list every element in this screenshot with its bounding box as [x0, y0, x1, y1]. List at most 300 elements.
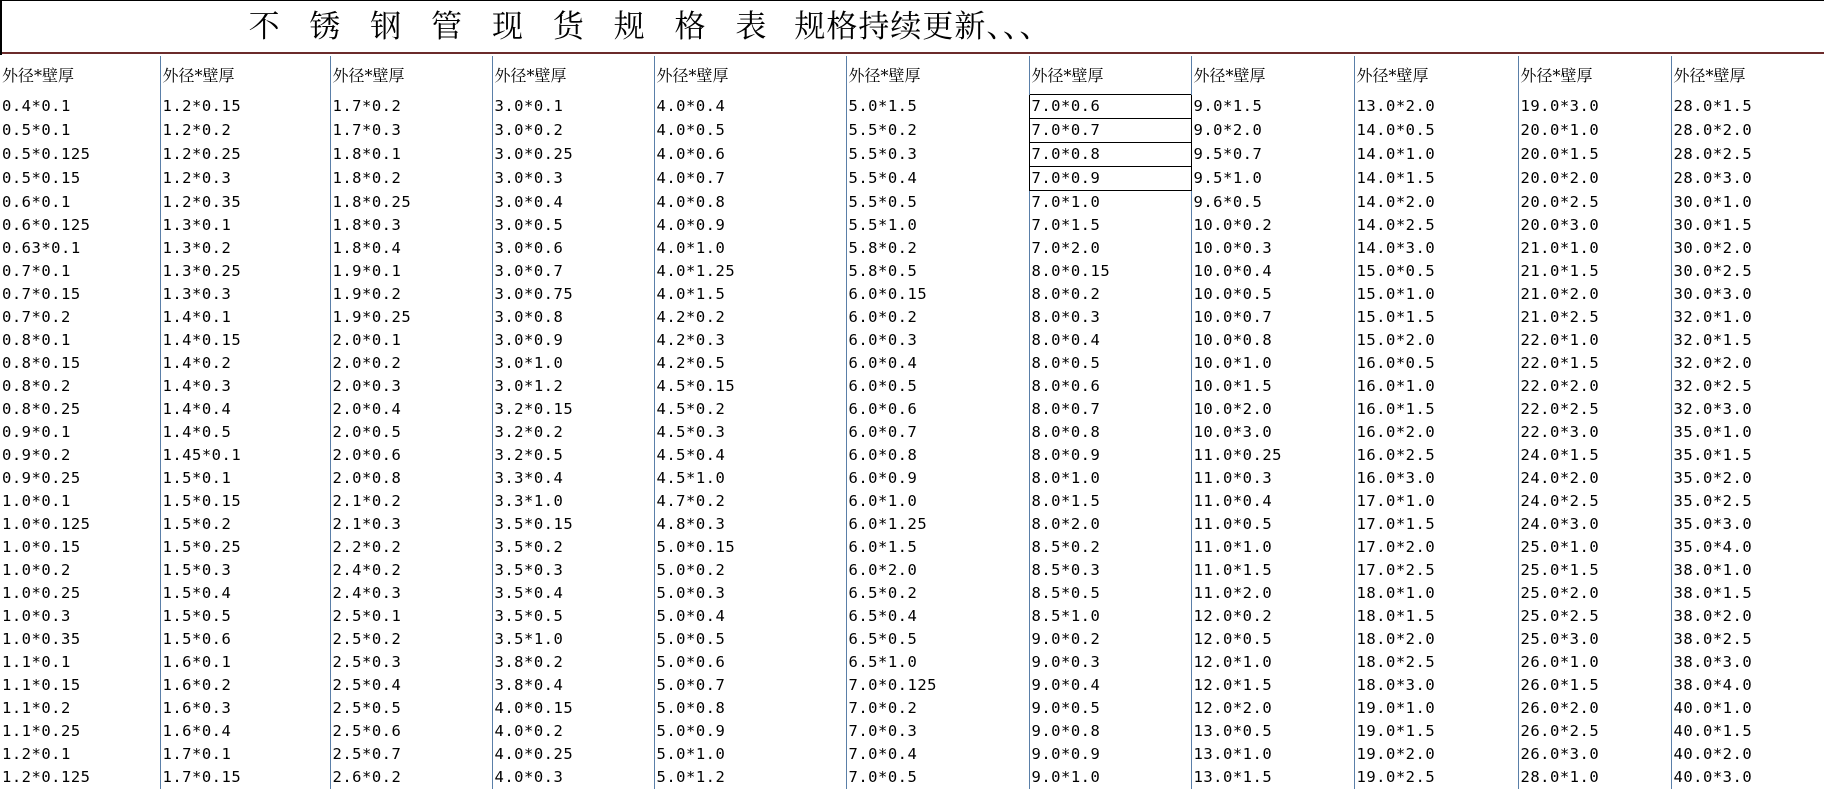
table-row	[0, 674, 1824, 697]
spec-cell: 5.0*0.8	[654, 697, 846, 720]
spec-cell: 3.0*1.0	[492, 352, 654, 375]
spec-cell: 4.0*0.5	[654, 119, 846, 143]
spec-cell: 21.0*2.0	[1518, 283, 1671, 306]
spec-cell: 6.0*0.8	[846, 444, 1029, 467]
spec-cell: 21.0*2.5	[1518, 306, 1671, 329]
spec-cell: 15.0*2.0	[1354, 329, 1518, 352]
spec-cell: 1.8*0.1	[330, 143, 492, 167]
spec-cell: 7.0*0.8	[1029, 143, 1191, 167]
table-row	[0, 283, 1824, 306]
spec-cell: 1.1*0.2	[2, 699, 71, 717]
spec-cell: 16.0*0.5	[1354, 352, 1518, 375]
spec-cell: 14.0*3.0	[1354, 237, 1518, 260]
spec-cell: 7.0*0.4	[846, 743, 1029, 766]
spec-cell: 3.2*0.5	[492, 444, 654, 467]
spec-cell: 1.6*0.1	[160, 651, 330, 674]
spec-cell: 3.0*0.2	[492, 119, 654, 143]
spec-cell: 5.5*0.2	[846, 119, 1029, 143]
spec-cell: 9.0*0.3	[1029, 651, 1191, 674]
spec-cell: 11.0*0.25	[1191, 444, 1354, 467]
spec-cell: 26.0*3.0	[1518, 743, 1671, 766]
column-header: 外径*壁厚	[1191, 56, 1354, 95]
spec-cell: 1.5*0.1	[160, 467, 330, 490]
spec-cell: 1.6*0.3	[160, 697, 330, 720]
spec-cell: 0.8*0.2	[2, 377, 71, 395]
spec-cell: 7.0*0.9	[1029, 167, 1191, 191]
spec-cell: 25.0*3.0	[1518, 628, 1671, 651]
spec-cell: 0.4*0.1	[2, 97, 71, 115]
spec-cell: 4.0*1.0	[654, 237, 846, 260]
spec-cell: 25.0*1.5	[1518, 559, 1671, 582]
spec-cell: 4.0*1.5	[654, 283, 846, 306]
title-bar	[0, 0, 1824, 54]
spec-cell: 0.7*0.1	[2, 262, 71, 280]
spec-cell: 6.5*1.0	[846, 651, 1029, 674]
spec-cell: 3.0*0.3	[492, 167, 654, 191]
spec-cell: 6.0*0.2	[846, 306, 1029, 329]
spec-cell: 4.2*0.5	[654, 352, 846, 375]
spec-cell: 2.0*0.4	[330, 398, 492, 421]
spec-cell: 4.7*0.2	[654, 490, 846, 513]
spec-cell: 4.0*0.9	[654, 214, 846, 237]
spec-cell: 28.0*1.0	[1518, 766, 1671, 789]
spec-cell: 32.0*1.0	[1671, 306, 1824, 329]
spec-cell: 38.0*2.0	[1671, 605, 1824, 628]
spec-cell: 0.8*0.1	[2, 331, 71, 349]
column-header: 外径*壁厚	[1518, 56, 1671, 95]
spec-cell: 1.8*0.3	[330, 214, 492, 237]
spec-cell: 1.2*0.15	[160, 95, 330, 119]
spec-cell: 22.0*2.0	[1518, 375, 1671, 398]
spec-cell: 1.1*0.15	[2, 676, 81, 694]
spec-cell: 3.5*0.4	[492, 582, 654, 605]
spec-cell: 3.5*0.15	[492, 513, 654, 536]
spec-cell: 14.0*1.5	[1354, 167, 1518, 191]
spec-cell: 1.2*0.1	[2, 745, 71, 763]
spec-cell: 18.0*3.0	[1354, 674, 1518, 697]
spec-cell: 5.0*0.15	[654, 536, 846, 559]
spec-cell: 2.0*0.2	[330, 352, 492, 375]
spec-cell: 13.0*1.0	[1191, 743, 1354, 766]
spec-cell: 20.0*1.0	[1518, 119, 1671, 143]
spec-cell: 9.0*2.0	[1191, 119, 1354, 143]
spec-cell: 26.0*2.5	[1518, 720, 1671, 743]
spec-cell: 16.0*1.0	[1354, 375, 1518, 398]
table-row	[0, 743, 1824, 766]
spec-cell: 28.0*2.0	[1671, 119, 1824, 143]
table-row	[0, 444, 1824, 467]
spec-cell: 1.6*0.4	[160, 720, 330, 743]
spec-cell: 8.5*1.0	[1029, 605, 1191, 628]
spec-cell: 7.0*0.125	[846, 674, 1029, 697]
spec-cell: 2.1*0.2	[330, 490, 492, 513]
spec-cell: 6.5*0.2	[846, 582, 1029, 605]
spec-cell: 3.0*0.4	[492, 191, 654, 215]
spec-cell: 25.0*2.5	[1518, 605, 1671, 628]
table-row	[0, 214, 1824, 237]
spec-cell: 1.2*0.3	[160, 167, 330, 191]
column-header: 外径*壁厚	[330, 56, 492, 95]
spec-cell: 19.0*1.0	[1354, 697, 1518, 720]
spec-cell: 6.5*0.4	[846, 605, 1029, 628]
spec-cell: 25.0*1.0	[1518, 536, 1671, 559]
spec-cell: 1.2*0.25	[160, 143, 330, 167]
spec-cell: 19.0*2.0	[1354, 743, 1518, 766]
spec-cell: 1.1*0.25	[2, 722, 81, 740]
spec-cell: 8.0*0.6	[1029, 375, 1191, 398]
spec-cell: 4.2*0.2	[654, 306, 846, 329]
table-row	[0, 490, 1824, 513]
spec-cell: 2.5*0.7	[330, 743, 492, 766]
spec-cell: 1.45*0.1	[160, 444, 330, 467]
spec-cell: 18.0*2.0	[1354, 628, 1518, 651]
spec-cell: 16.0*1.5	[1354, 398, 1518, 421]
spec-cell: 0.5*0.1	[2, 121, 71, 139]
spec-cell: 19.0*1.5	[1354, 720, 1518, 743]
spec-cell: 3.5*1.0	[492, 628, 654, 651]
spec-cell: 32.0*2.0	[1671, 352, 1824, 375]
spec-cell: 3.0*0.6	[492, 237, 654, 260]
spec-cell: 4.0*0.6	[654, 143, 846, 167]
spec-cell: 0.8*0.25	[2, 400, 81, 418]
spec-cell: 2.5*0.2	[330, 628, 492, 651]
spec-cell: 4.5*1.0	[654, 467, 846, 490]
spec-cell: 6.5*0.5	[846, 628, 1029, 651]
spec-cell: 7.0*1.0	[1029, 191, 1191, 215]
spec-cell: 28.0*1.5	[1671, 95, 1824, 119]
spec-cell: 30.0*1.0	[1671, 191, 1824, 215]
table-row	[0, 191, 1824, 215]
spec-cell: 1.6*0.2	[160, 674, 330, 697]
spec-cell: 5.0*1.2	[654, 766, 846, 789]
spec-cell: 19.0*3.0	[1518, 95, 1671, 119]
spec-cell: 20.0*1.5	[1518, 143, 1671, 167]
spec-cell: 32.0*2.5	[1671, 375, 1824, 398]
spec-cell: 2.1*0.3	[330, 513, 492, 536]
spec-cell: 38.0*3.0	[1671, 651, 1824, 674]
spec-cell: 8.0*0.5	[1029, 352, 1191, 375]
spec-cell: 30.0*3.0	[1671, 283, 1824, 306]
spec-cell: 1.0*0.25	[2, 584, 81, 602]
spec-cell: 24.0*2.0	[1518, 467, 1671, 490]
spec-cell: 12.0*1.0	[1191, 651, 1354, 674]
spec-cell: 3.3*1.0	[492, 490, 654, 513]
spec-cell: 5.5*0.4	[846, 167, 1029, 191]
spec-cell: 8.0*0.9	[1029, 444, 1191, 467]
spec-cell: 2.0*0.8	[330, 467, 492, 490]
spec-cell: 2.4*0.3	[330, 582, 492, 605]
spec-cell: 9.0*0.5	[1029, 697, 1191, 720]
spec-cell: 38.0*4.0	[1671, 674, 1824, 697]
spec-cell: 5.0*0.3	[654, 582, 846, 605]
spec-cell: 10.0*0.3	[1191, 237, 1354, 260]
spec-cell: 8.5*0.2	[1029, 536, 1191, 559]
spec-cell: 1.4*0.15	[160, 329, 330, 352]
spec-cell: 3.0*0.8	[492, 306, 654, 329]
spec-cell: 15.0*0.5	[1354, 260, 1518, 283]
spec-cell: 2.5*0.4	[330, 674, 492, 697]
spec-cell: 3.5*0.5	[492, 605, 654, 628]
spec-cell: 0.6*0.125	[2, 216, 91, 234]
spec-cell: 1.5*0.5	[160, 605, 330, 628]
spec-cell: 2.0*0.3	[330, 375, 492, 398]
spec-cell: 12.0*1.5	[1191, 674, 1354, 697]
spec-cell: 6.0*0.5	[846, 375, 1029, 398]
spec-cell: 3.0*0.5	[492, 214, 654, 237]
spec-cell: 5.5*0.5	[846, 191, 1029, 215]
spec-cell: 9.0*0.4	[1029, 674, 1191, 697]
spec-cell: 7.0*2.0	[1029, 237, 1191, 260]
spec-cell: 6.0*0.4	[846, 352, 1029, 375]
spec-cell: 5.0*0.2	[654, 559, 846, 582]
table-row	[0, 260, 1824, 283]
spec-cell: 32.0*3.0	[1671, 398, 1824, 421]
spec-cell: 10.0*1.0	[1191, 352, 1354, 375]
spec-cell: 3.0*0.75	[492, 283, 654, 306]
spec-cell: 19.0*2.5	[1354, 766, 1518, 789]
table-row	[0, 329, 1824, 352]
spec-cell: 13.0*0.5	[1191, 720, 1354, 743]
spec-cell: 5.0*1.5	[846, 95, 1029, 119]
spec-cell: 3.0*1.2	[492, 375, 654, 398]
spec-cell: 40.0*1.5	[1671, 720, 1824, 743]
spec-cell: 6.0*1.5	[846, 536, 1029, 559]
spec-cell: 14.0*0.5	[1354, 119, 1518, 143]
spec-cell: 1.9*0.1	[330, 260, 492, 283]
table-row	[0, 421, 1824, 444]
spec-cell: 24.0*3.0	[1518, 513, 1671, 536]
spec-cell: 8.0*0.15	[1029, 260, 1191, 283]
spec-cell: 21.0*1.0	[1518, 237, 1671, 260]
spec-cell: 1.4*0.3	[160, 375, 330, 398]
spec-cell: 10.0*2.0	[1191, 398, 1354, 421]
spec-cell: 0.9*0.25	[2, 469, 81, 487]
spec-cell: 35.0*2.5	[1671, 490, 1824, 513]
spec-cell: 1.1*0.1	[2, 653, 71, 671]
spec-cell: 38.0*2.5	[1671, 628, 1824, 651]
spec-cell: 9.0*1.5	[1191, 95, 1354, 119]
spec-cell: 2.4*0.2	[330, 559, 492, 582]
spec-cell: 16.0*2.5	[1354, 444, 1518, 467]
spec-cell: 26.0*1.5	[1518, 674, 1671, 697]
spec-cell: 8.0*2.0	[1029, 513, 1191, 536]
spec-cell: 1.0*0.3	[2, 607, 71, 625]
spec-cell: 18.0*1.5	[1354, 605, 1518, 628]
spec-cell: 0.7*0.15	[2, 285, 81, 303]
table-row	[0, 167, 1824, 191]
spec-cell: 6.0*1.25	[846, 513, 1029, 536]
spec-cell: 38.0*1.5	[1671, 582, 1824, 605]
column-header: 外径*壁厚	[1029, 56, 1191, 95]
spec-cell: 1.5*0.15	[160, 490, 330, 513]
spec-cell: 28.0*2.5	[1671, 143, 1824, 167]
spec-cell: 1.2*0.2	[160, 119, 330, 143]
spec-cell: 1.5*0.4	[160, 582, 330, 605]
spec-cell: 3.3*0.4	[492, 467, 654, 490]
spec-cell: 10.0*1.5	[1191, 375, 1354, 398]
spec-cell: 38.0*1.0	[1671, 559, 1824, 582]
spec-cell: 7.0*0.6	[1029, 95, 1191, 119]
spec-cell: 26.0*1.0	[1518, 651, 1671, 674]
spec-cell: 9.5*0.7	[1191, 143, 1354, 167]
spec-cell: 25.0*2.0	[1518, 582, 1671, 605]
spec-cell: 2.2*0.2	[330, 536, 492, 559]
spec-cell: 3.8*0.4	[492, 674, 654, 697]
spec-cell: 1.4*0.2	[160, 352, 330, 375]
spec-cell: 1.5*0.3	[160, 559, 330, 582]
spec-cell: 0.5*0.125	[2, 145, 91, 163]
spec-cell: 35.0*3.0	[1671, 513, 1824, 536]
spec-cell: 14.0*2.5	[1354, 214, 1518, 237]
table-row	[0, 375, 1824, 398]
spec-cell: 16.0*2.0	[1354, 421, 1518, 444]
spec-cell: 20.0*3.0	[1518, 214, 1671, 237]
table-row	[0, 651, 1824, 674]
spec-cell: 7.0*0.7	[1029, 119, 1191, 143]
table-row	[0, 352, 1824, 375]
table-row	[0, 536, 1824, 559]
header-row	[0, 56, 1824, 95]
spec-cell: 2.5*0.5	[330, 697, 492, 720]
spec-cell: 3.0*0.7	[492, 260, 654, 283]
spec-cell: 1.0*0.125	[2, 515, 91, 533]
spec-cell: 16.0*3.0	[1354, 467, 1518, 490]
table-row	[0, 766, 1824, 789]
spec-cell: 1.2*0.125	[2, 768, 91, 786]
spec-cell: 21.0*1.5	[1518, 260, 1671, 283]
spec-cell: 14.0*1.0	[1354, 143, 1518, 167]
spec-cell: 9.6*0.5	[1191, 191, 1354, 215]
spec-cell: 11.0*1.5	[1191, 559, 1354, 582]
spec-cell: 0.6*0.1	[2, 192, 71, 211]
spec-cell: 4.0*0.25	[492, 743, 654, 766]
spec-cell: 8.5*0.5	[1029, 582, 1191, 605]
table-row	[0, 559, 1824, 582]
column-header: 外径*壁厚	[2, 65, 75, 85]
spec-cell: 2.0*0.5	[330, 421, 492, 444]
spec-cell: 3.2*0.2	[492, 421, 654, 444]
spec-cell: 3.2*0.15	[492, 398, 654, 421]
spec-cell: 1.8*0.25	[330, 191, 492, 215]
spec-cell: 1.5*0.2	[160, 513, 330, 536]
table-row	[0, 398, 1824, 421]
spec-cell: 28.0*3.0	[1671, 167, 1824, 191]
spec-cell: 1.7*0.1	[160, 743, 330, 766]
spec-cell: 10.0*0.8	[1191, 329, 1354, 352]
spec-cell: 4.8*0.3	[654, 513, 846, 536]
table-row	[0, 513, 1824, 536]
spec-cell: 0.5*0.15	[2, 169, 81, 187]
spec-cell: 30.0*2.0	[1671, 237, 1824, 260]
spec-cell: 6.0*0.6	[846, 398, 1029, 421]
spec-cell: 6.0*0.9	[846, 467, 1029, 490]
spec-cell: 5.0*0.5	[654, 628, 846, 651]
spec-cell: 22.0*3.0	[1518, 421, 1671, 444]
spec-cell: 15.0*1.0	[1354, 283, 1518, 306]
spec-cell: 24.0*2.5	[1518, 490, 1671, 513]
spec-cell: 22.0*1.5	[1518, 352, 1671, 375]
spec-cell: 1.4*0.4	[160, 398, 330, 421]
spec-cell: 15.0*1.5	[1354, 306, 1518, 329]
spec-cell: 1.9*0.2	[330, 283, 492, 306]
spec-cell: 4.0*0.4	[654, 95, 846, 119]
spec-cell: 8.0*0.7	[1029, 398, 1191, 421]
spec-cell: 11.0*0.4	[1191, 490, 1354, 513]
spec-cell: 4.0*0.8	[654, 191, 846, 215]
table-row	[0, 237, 1824, 260]
title-main: 不 锈 钢 管 现 货 规 格 表	[248, 9, 777, 45]
spec-cell: 0.9*0.1	[2, 423, 71, 441]
spec-cell: 1.8*0.2	[330, 167, 492, 191]
spec-cell: 0.9*0.2	[2, 446, 71, 464]
spec-cell: 6.0*0.15	[846, 283, 1029, 306]
spec-cell: 1.0*0.35	[2, 630, 81, 648]
spec-cell: 24.0*1.5	[1518, 444, 1671, 467]
spec-cell: 1.0*0.1	[2, 492, 71, 510]
spec-cell: 13.0*1.5	[1191, 766, 1354, 789]
spec-cell: 8.0*0.8	[1029, 421, 1191, 444]
spec-cell: 3.5*0.2	[492, 536, 654, 559]
column-header: 外径*壁厚	[654, 56, 846, 95]
spec-cell: 17.0*1.5	[1354, 513, 1518, 536]
spec-cell: 1.7*0.3	[330, 119, 492, 143]
spec-cell: 18.0*2.5	[1354, 651, 1518, 674]
spec-cell: 6.0*0.3	[846, 329, 1029, 352]
spec-cell: 3.8*0.2	[492, 651, 654, 674]
spec-cell: 5.0*0.9	[654, 720, 846, 743]
spec-cell: 26.0*2.0	[1518, 697, 1671, 720]
spec-cell: 1.4*0.5	[160, 421, 330, 444]
spec-cell: 8.0*1.5	[1029, 490, 1191, 513]
spec-cell: 7.0*1.5	[1029, 214, 1191, 237]
spec-cell: 7.0*0.2	[846, 697, 1029, 720]
table-row	[0, 306, 1824, 329]
spec-cell: 10.0*3.0	[1191, 421, 1354, 444]
spec-cell: 2.0*0.6	[330, 444, 492, 467]
spec-cell: 3.0*0.25	[492, 143, 654, 167]
spec-cell: 4.0*0.3	[492, 766, 654, 789]
spec-cell: 6.0*0.7	[846, 421, 1029, 444]
page-title	[0, 1, 1300, 53]
spec-cell: 9.5*1.0	[1191, 167, 1354, 191]
spec-cell: 0.8*0.15	[2, 354, 81, 372]
spec-cell: 2.5*0.1	[330, 605, 492, 628]
spec-cell: 11.0*1.0	[1191, 536, 1354, 559]
spec-cell: 6.0*1.0	[846, 490, 1029, 513]
spec-cell: 10.0*0.4	[1191, 260, 1354, 283]
column-header: 外径*壁厚	[1354, 56, 1518, 95]
spec-cell: 4.5*0.3	[654, 421, 846, 444]
spec-cell: 5.8*0.5	[846, 260, 1029, 283]
spec-cell: 12.0*2.0	[1191, 697, 1354, 720]
spec-cell: 1.0*0.2	[2, 561, 71, 579]
column-header: 外径*壁厚	[1671, 56, 1824, 95]
column-header: 外径*壁厚	[846, 56, 1029, 95]
spec-cell: 5.0*0.6	[654, 651, 846, 674]
spec-cell: 35.0*4.0	[1671, 536, 1824, 559]
title-subtitle: 规格持续更新、、、	[794, 9, 1052, 45]
spec-cell: 11.0*0.3	[1191, 467, 1354, 490]
spec-cell: 8.0*0.3	[1029, 306, 1191, 329]
spec-cell: 10.0*0.5	[1191, 283, 1354, 306]
spec-cell: 6.0*2.0	[846, 559, 1029, 582]
table-row	[0, 143, 1824, 167]
spec-cell: 1.5*0.25	[160, 536, 330, 559]
spec-cell: 1.7*0.15	[160, 766, 330, 789]
spec-cell: 1.8*0.4	[330, 237, 492, 260]
spec-cell: 22.0*2.5	[1518, 398, 1671, 421]
table-row	[0, 582, 1824, 605]
